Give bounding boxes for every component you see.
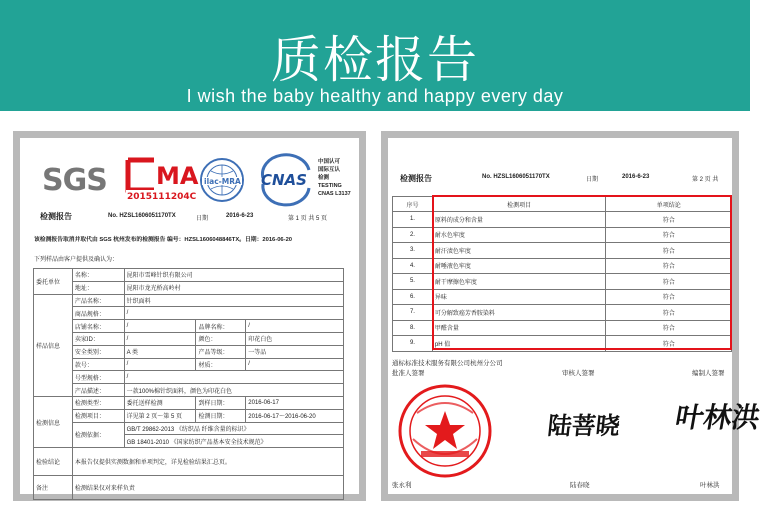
sgs-logo: SGS — [42, 163, 107, 198]
cnas-note-line: 中国认可 — [318, 159, 341, 165]
approver-name: 张永利 — [392, 482, 412, 489]
table-cell: 检测日期： — [196, 409, 246, 422]
table-cell: 材质： — [196, 358, 246, 371]
left-report-title: 检测报告 — [40, 212, 72, 221]
remark-label: 备注 — [34, 476, 73, 500]
approver-label: 批准人签署 — [392, 370, 425, 377]
table-cell: 昆阳市龙光桥高岭村 — [124, 281, 343, 294]
col-header-result: 单项结论 — [606, 197, 732, 212]
cnas-logo-text: CNAS — [261, 171, 307, 189]
table-cell: GB/T 29862-2013 《纺织品 纤维含量的标识》 — [124, 422, 343, 435]
table-row — [34, 307, 344, 320]
table-cell: / — [246, 320, 344, 333]
cnas-note-line: 检测 — [318, 175, 330, 181]
table-cell: 耐汗渍色牢度 — [432, 243, 606, 259]
table-cell: 1. — [393, 212, 433, 228]
remark-text: 检测结果仅对来样负责 — [72, 476, 343, 500]
table-row — [34, 396, 344, 409]
col-header-item: 检测项目 — [432, 197, 606, 212]
table-cell: 颜色： — [196, 332, 246, 345]
reviewer-signature: 陆菩晓 — [546, 411, 622, 440]
cnas-note-line: TESTING — [318, 183, 342, 189]
table-cell: 符合 — [606, 274, 732, 290]
table-row — [34, 281, 344, 294]
page-title: 质检报告 — [271, 31, 479, 89]
table-cell: 到样日期： — [196, 396, 246, 409]
right-report-no: No. HZSL1606051170TX — [482, 174, 550, 180]
table-cell: 详见第 2 页～第 5 页 — [124, 409, 196, 422]
table-cell: 耐唾液色牢度 — [432, 258, 606, 274]
table-cell: 品牌名称： — [196, 320, 246, 333]
table-cell: 耐水色牢度 — [432, 227, 606, 243]
table-cell: A 类 — [124, 345, 196, 358]
table-cell: 3. — [393, 243, 433, 259]
editor-label: 编制人签署 — [692, 370, 725, 377]
table-cell: 一款100%棉针织面料，颜色为印花白色 — [124, 384, 343, 397]
table-cell: 异味 — [432, 289, 606, 305]
left-report-table — [33, 268, 344, 500]
table-cell: 符合 — [606, 320, 732, 336]
cnas-logo — [259, 158, 314, 200]
table-cell: 一等品 — [246, 345, 344, 358]
table-cell: 店铺名称： — [72, 320, 124, 333]
table-row — [34, 384, 344, 397]
table-cell: / — [246, 358, 344, 371]
table-cell: 6. — [393, 289, 433, 305]
table-cell: 2. — [393, 227, 433, 243]
table-cell: 安全类别： — [72, 345, 124, 358]
editor-signature: 叶林洪 — [672, 401, 763, 434]
table-cell: 原料的成分和含量 — [432, 212, 606, 228]
page-subtitle: I wish the baby healthy and happy every day — [186, 86, 564, 106]
table-cell: GB 18401-2010 《国家纺织产品基本安全技术规范》 — [124, 435, 343, 448]
conclusion-text: 本报告仅提供实测数据和单项判定，详见检验结果汇总页。 — [72, 448, 343, 476]
table-cell: pH 值 — [432, 336, 606, 352]
table-row — [34, 294, 344, 307]
table-cell: 甲醛含量 — [432, 320, 606, 336]
table-cell: 产品名称： — [72, 294, 124, 307]
reviewer-label: 审核人签署 — [562, 370, 595, 377]
left-report-intro: 下列样品由客户提供及确认为： — [34, 257, 119, 263]
table-cell: 检测类型： — [72, 396, 124, 409]
table-cell: 印花白色 — [246, 332, 344, 345]
table-row — [34, 345, 344, 358]
table-cell: 产品描述： — [72, 384, 124, 397]
red-seal-stamp — [397, 383, 493, 479]
table-row — [34, 448, 344, 476]
reviewer-name: 陆春晓 — [570, 482, 590, 489]
table-cell: 2016-06-17～2016-06-20 — [246, 409, 344, 422]
right-report-date: 2016-6-23 — [622, 174, 650, 180]
test-group-label: 检测信息 — [34, 396, 73, 447]
table-cell: 地址： — [72, 281, 124, 294]
table-row — [34, 371, 344, 384]
conclusion-label: 检验结论 — [34, 448, 73, 476]
table-cell: 检测项目： — [72, 409, 124, 422]
table-row — [34, 422, 344, 435]
table-cell: / — [124, 320, 196, 333]
cnas-note-line: CNAS L3137 — [318, 191, 351, 197]
table-cell: 款号： — [72, 358, 124, 371]
right-page-number: 第 2 页 共 — [692, 177, 719, 183]
table-cell: 卖家ID： — [72, 332, 124, 345]
left-page-number: 第 1 页 共 5 页 — [288, 216, 328, 222]
cnas-note — [318, 158, 351, 198]
table-cell: 2016-06-17 — [246, 396, 344, 409]
ilac-logo-text: ilac-MRA — [204, 177, 241, 186]
table-cell: 符合 — [606, 336, 732, 352]
table-cell: 符合 — [606, 289, 732, 305]
right-report-title: 检测报告 — [400, 174, 432, 183]
table-cell: 耐干摩擦色牢度 — [432, 274, 606, 290]
table-row — [34, 269, 344, 282]
cma-logo — [122, 156, 199, 202]
company-name: 通标标准技术服务有限公司杭州分公司 — [392, 360, 503, 367]
left-report-date: 2016-6-23 — [226, 213, 254, 219]
header-banner — [0, 0, 750, 111]
table-cell: 可分解致癌芳香胺染料 — [432, 305, 606, 321]
left-report-notice: 该检测报告取消并取代由 SGS 杭州发布的检测报告 编号：HZSL1606048846TX。日期：2016-06-20 — [34, 237, 293, 243]
table-cell: 5. — [393, 274, 433, 290]
table-cell: / — [124, 358, 196, 371]
table-cell: 商品规格： — [72, 307, 124, 320]
table-row — [34, 409, 344, 422]
table-cell: 产品等级： — [196, 345, 246, 358]
table-cell: 针织面料 — [124, 294, 343, 307]
ma-code-text: 2015111204C — [127, 192, 197, 202]
sample-group-label: 样品信息 — [34, 294, 73, 396]
table-cell: 符合 — [606, 212, 732, 228]
table-cell: 检测依据： — [72, 422, 124, 448]
table-row — [34, 332, 344, 345]
table-cell: 符合 — [606, 243, 732, 259]
right-date-label: 日期 — [586, 177, 599, 183]
table-cell: 4. — [393, 258, 433, 274]
table-row — [34, 320, 344, 333]
col-header-no: 序号 — [393, 197, 433, 212]
table-cell: 昆阳市雪峰针织有限公司 — [124, 269, 343, 282]
ilac-mra-logo — [199, 157, 245, 203]
table-cell: 符合 — [606, 227, 732, 243]
table-cell: / — [124, 332, 196, 345]
table-cell: 号型规格： — [72, 371, 124, 384]
cnas-note-line: 国际互认 — [318, 167, 341, 173]
editor-name: 叶林洪 — [700, 482, 720, 489]
table-cell: 8. — [393, 320, 433, 336]
table-cell: 符合 — [606, 305, 732, 321]
table-cell: 符合 — [606, 258, 732, 274]
left-report-no: No. HZSL1606051170TX — [108, 213, 176, 219]
table-row — [34, 358, 344, 371]
client-group-label: 委托单位 — [34, 269, 73, 295]
highlight-box — [432, 195, 732, 350]
left-date-label: 日期 — [196, 216, 209, 222]
ma-logo-text: MA — [156, 162, 199, 190]
table-cell: 名称： — [72, 269, 124, 282]
table-cell: 委托送样检测 — [124, 396, 196, 409]
table-cell: / — [124, 307, 343, 320]
table-cell: / — [124, 371, 343, 384]
table-cell: 7. — [393, 305, 433, 321]
table-cell: 9. — [393, 336, 433, 352]
table-row — [34, 476, 344, 500]
